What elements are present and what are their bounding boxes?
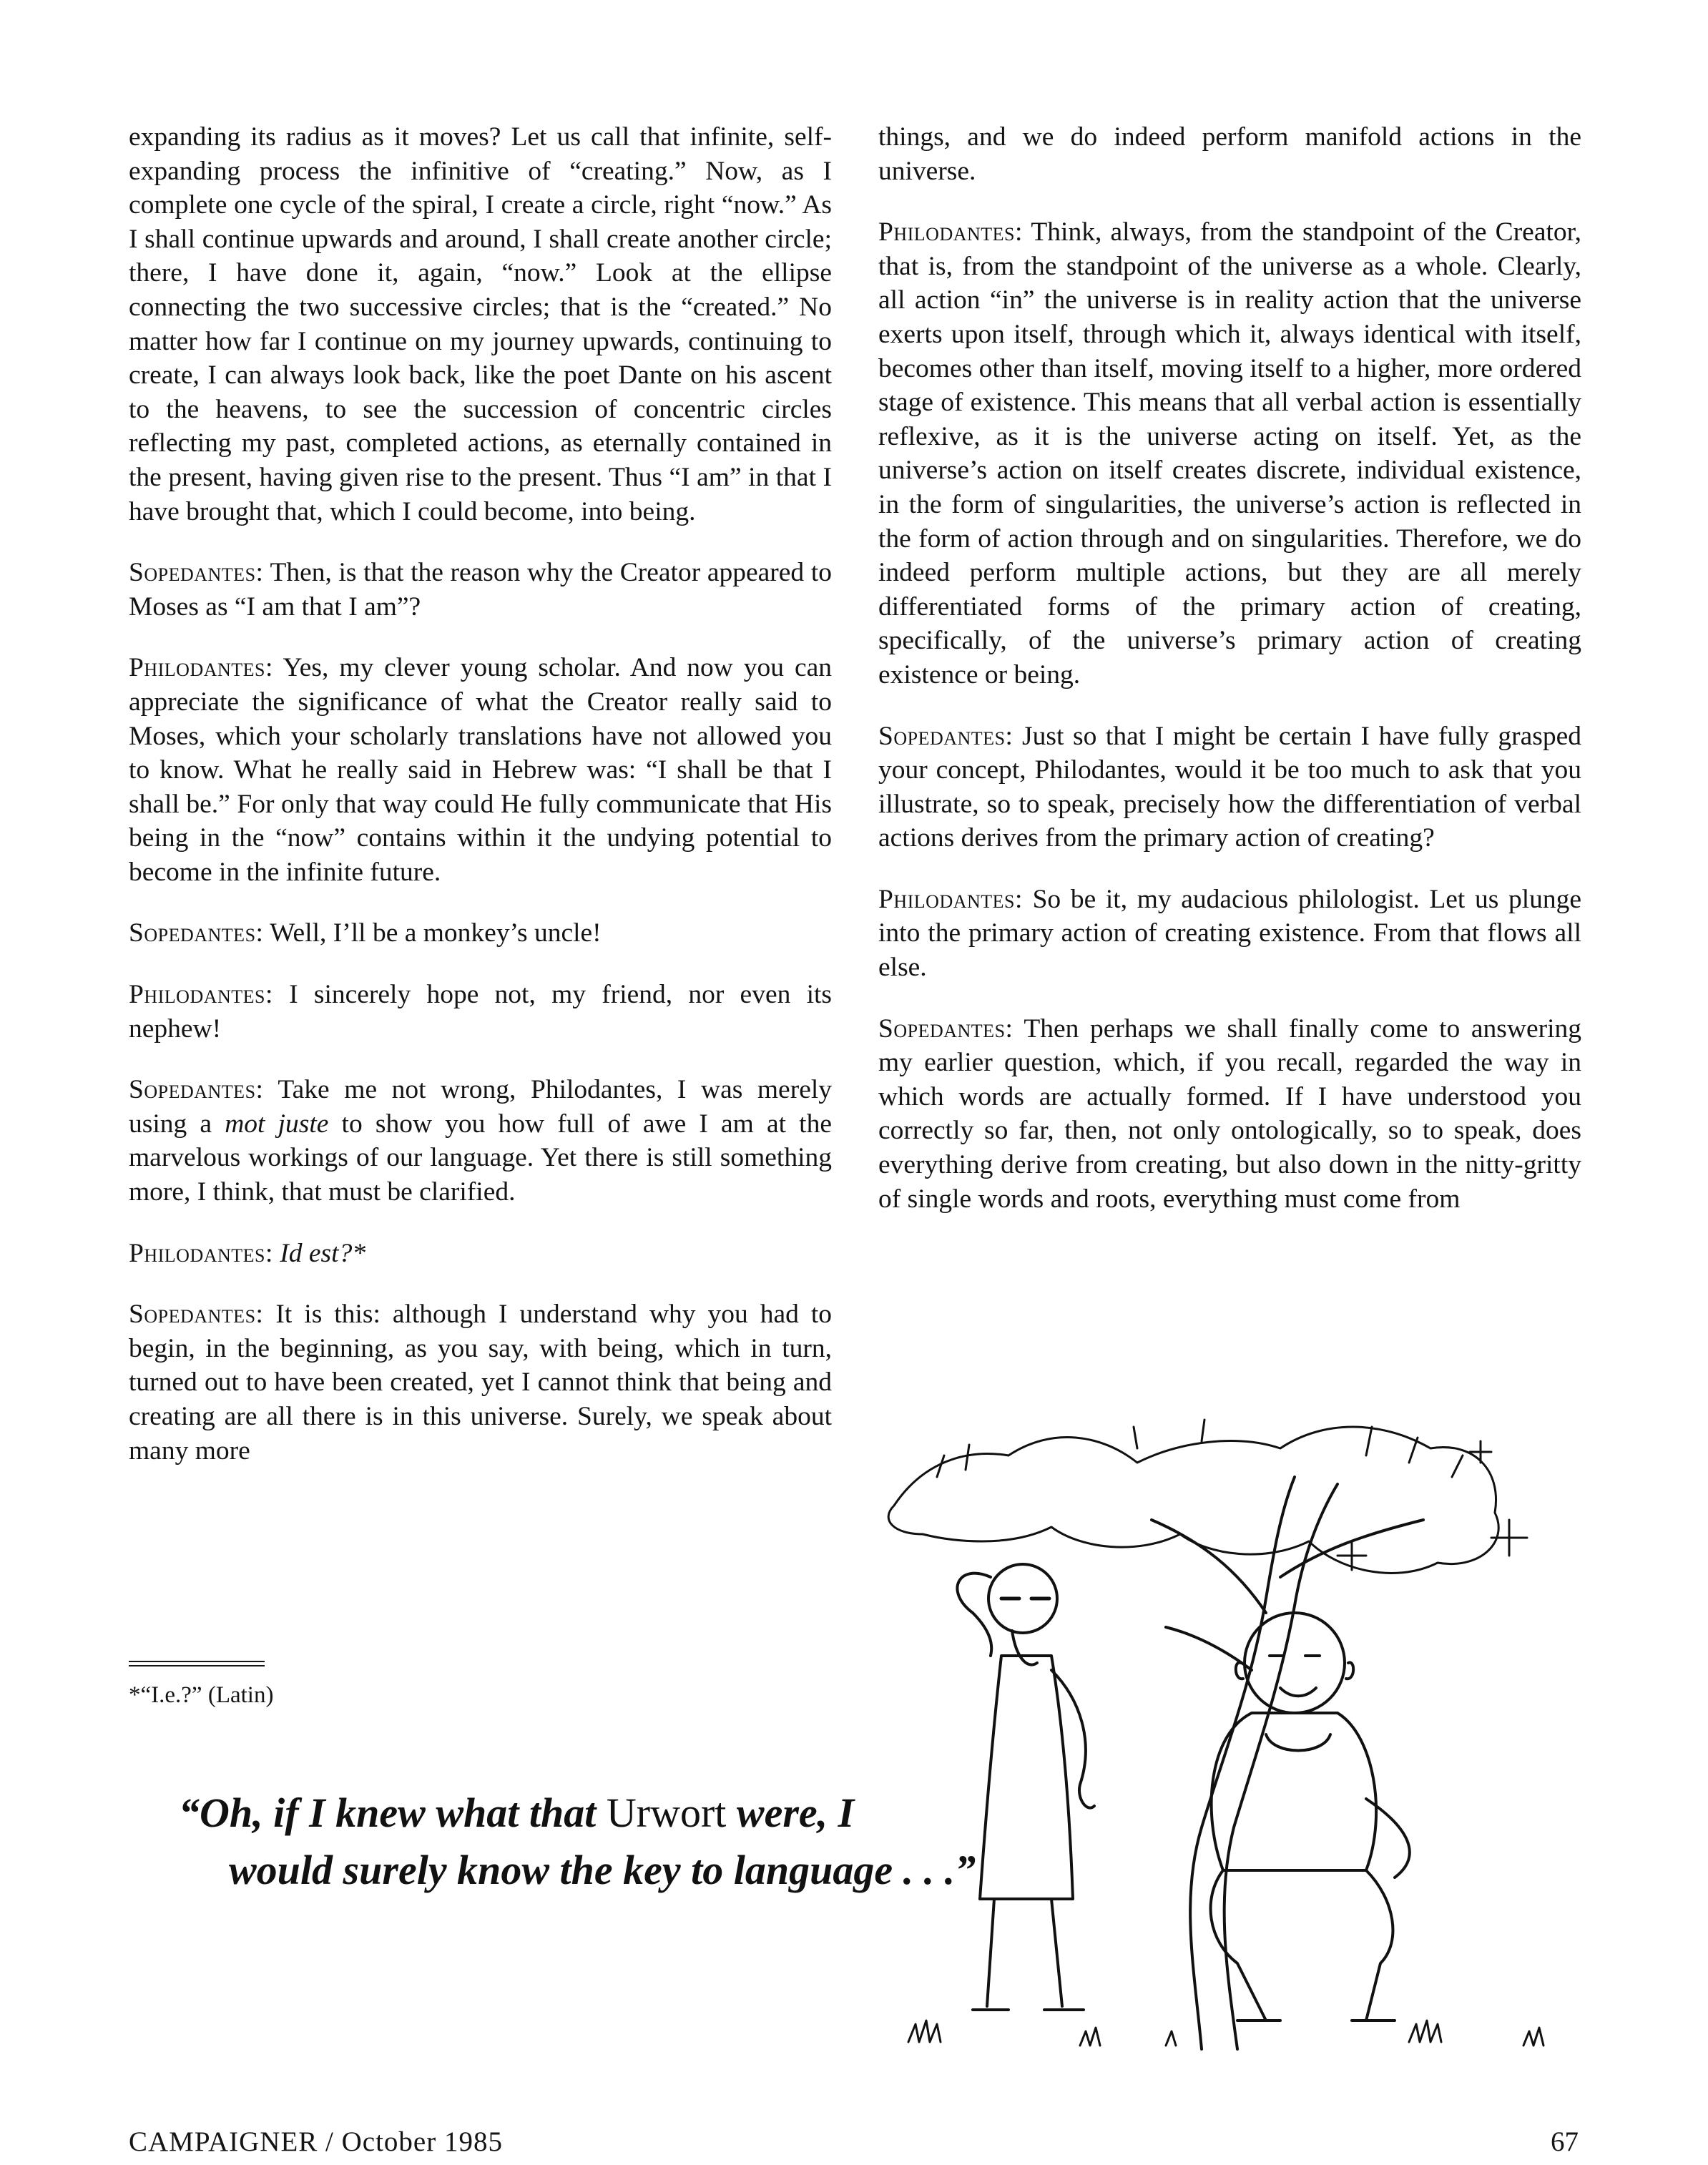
footnote-rule	[129, 1661, 265, 1666]
paragraph: expanding its radius as it moves? Let us call that infinite, self-expanding process the infinitive of “creating.” Now, as I complete one cycle of the spiral, I create a circle, right “now.” As I shall continue upwards and around, I shall create another circle; there, I have done it, again, “now.” Look at the ellipse connecting the two successive circles; that is the “created.” No matter how far I continue on my journey upwards, continuing to create, I can always look back, like the poet Dante on his ascent to the heavens, to see the succession of concentric circles reflecting my past, completed actions, as eternally contained in the present, having given rise to the present. Thus “I am” in that I have brought that, which I could become, into being.	[129, 122, 832, 526]
left-column	[129, 120, 832, 1495]
grass	[908, 2021, 1543, 2046]
speaker-name: Philodantes:	[129, 1238, 273, 1268]
speaker-name: Philodantes:	[129, 653, 273, 683]
footnote: *“I.e.?” (Latin)	[129, 1682, 274, 1708]
paragraph: Philodantes: Yes, my clever young scholar. And now you can appreciate the significance of what the Creator really said to Moses, which your scholarly translations have not allowed you to know. What he really said in Hebrew was: “I shall be that I shall be.” For only that way could He fully communicate that His being in the “now” contains within it the undying potential to become in the infinite future.	[129, 653, 832, 887]
tree-foliage	[888, 1427, 1498, 1573]
paragraph: Philodantes: Id est?*	[129, 1238, 366, 1268]
sitting-figure-body	[1212, 1713, 1376, 1870]
speaker-name: Sopedantes:	[878, 721, 1013, 751]
paragraph: things, and we do indeed perform manifold actions in the universe.	[878, 122, 1581, 186]
paragraph: Sopedantes: It is this: although I understand why you had to begin, in the beginning, as you say, with being, which in turn, turned out to have been created, yet I cannot think that being and creating are all there is in this universe. Surely, we speak about many more	[129, 1300, 833, 1466]
page-number: 67	[1551, 2126, 1579, 2157]
speaker-name: Sopedantes:	[129, 558, 264, 588]
sitting-figure-head	[1245, 1613, 1345, 1713]
paragraph: Philodantes: Think, always, from the standpoint of the Creator, that is, from the standpoint of the universe as a whole. Clearly, all action “in” the universe is in reality action that the universe exerts upon itself, through which it, always identical with itself, becomes other than itself, moving itself to a higher, more ordered stage of existence. This means that all verbal action is essentially reflexive, as it is the universe acting on itself. Yet, as the universe’s action on itself creates discrete, individual existence, in the form of singularities, the universe’s action is reflected in the form of action through and on singularities. Therefore, we do indeed perform multiple actions, but they are all merely differentiated forms of the primary action of creating, specifically, of the universe’s primary action of creating existence or being.	[878, 217, 1582, 689]
speaker-name: Philodantes:	[129, 980, 273, 1010]
paragraph: Philodantes: So be it, my audacious philologist. Let us plunge into the primary action of creating existence. From that flows all else.	[878, 884, 1582, 983]
right-column	[878, 120, 1581, 1243]
paragraph: Sopedantes: Well, I’ll be a monkey’s uncle!	[129, 918, 602, 948]
tree-trunk	[1190, 1477, 1295, 2049]
speaker-name: Sopedantes:	[129, 918, 264, 948]
speaker-name: Sopedantes:	[878, 1013, 1013, 1044]
speaker-name: Sopedantes:	[129, 1300, 264, 1330]
publication-footer: CAMPAIGNER / October 1985	[129, 2126, 503, 2157]
paragraph: Sopedantes: Take me not wrong, Philodantes, I was merely using a mot juste to show you how full of awe I am at the marvelous workings of our language. Yet there is still something more, I think, that must be clarified.	[129, 1075, 833, 1207]
standing-figure-body	[980, 1656, 1073, 1899]
illustration-caption: “Oh, if I knew what that Urwort were, I would surely know the key to language . . .”	[179, 1790, 976, 1893]
paragraph: Sopedantes: Just so that I might be certain I have fully grasped your concept, Philodantes, would it be too much to ask that you illustrate, so to speak, precisely how the differentiation of verbal actions derives from the primary action of creating?	[878, 721, 1581, 853]
paragraph: Sopedantes: Then, is that the reason why the Creator appeared to Moses as “I am that I am”?	[129, 558, 832, 622]
paragraph: Philodantes: I sincerely hope not, my friend, nor even its nephew!	[129, 980, 833, 1044]
paragraph: Sopedantes: Then perhaps we shall finally come to answering my earlier question, which, if you recall, regarded the way in which words are actually formed. If I have understood you correctly so far, then, not only ontologically, so to speak, does everything derive from creating, but also down in the nitty-gritty of single words and roots, everything must come from	[878, 1013, 1581, 1214]
star	[1470, 1441, 1491, 1463]
speaker-name: Philodantes:	[878, 217, 1023, 247]
star	[1491, 1520, 1527, 1556]
speaker-name: Philodantes:	[878, 884, 1023, 914]
cartoon-illustration	[865, 1398, 1602, 2063]
speaker-name: Sopedantes:	[129, 1075, 264, 1105]
